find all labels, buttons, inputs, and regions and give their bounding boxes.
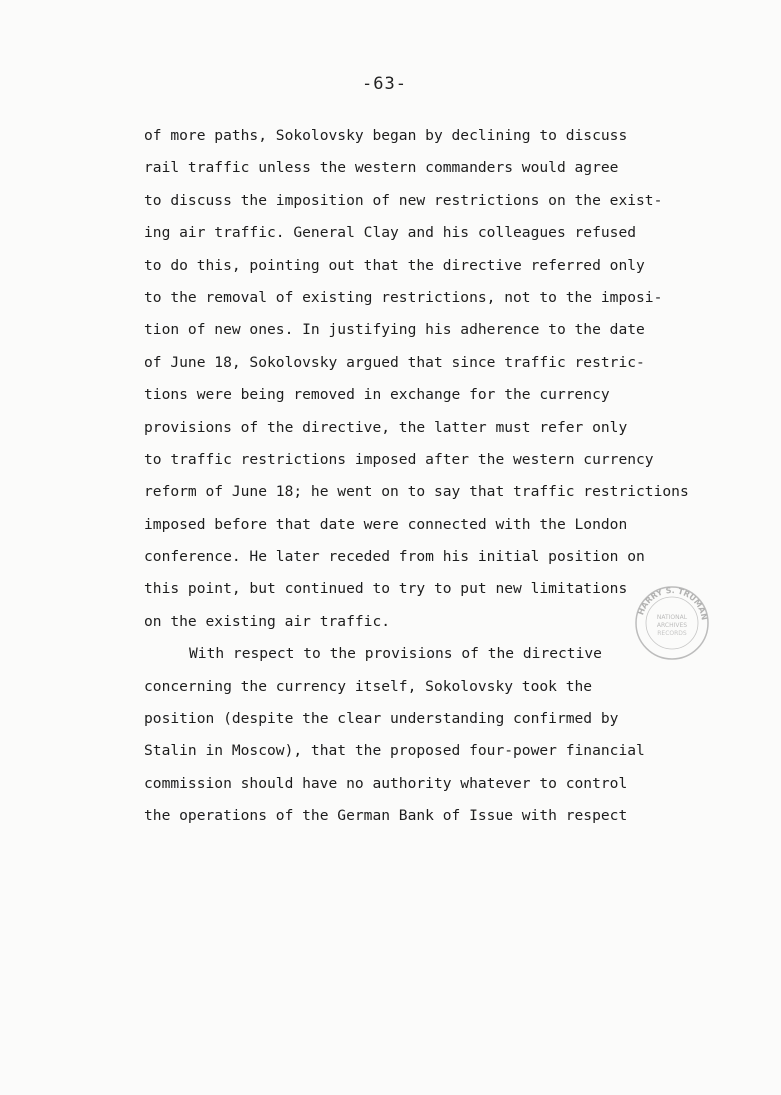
text-line: of more paths, Sokolovsky began by declining to discuss — [144, 127, 628, 144]
svg-text:NATIONAL: NATIONAL — [656, 614, 688, 621]
text-line: tions were being removed in exchange for the currency — [144, 386, 610, 404]
archive-stamp-icon — [632, 583, 712, 663]
text-line: concerning the currency itself, Sokolovsky took the — [144, 677, 593, 695]
paragraph-2 — [144, 638, 744, 832]
paragraph-1 — [144, 120, 744, 638]
text-line: this point, but continued to try to put new limitations — [144, 580, 628, 598]
page-number: -63- — [362, 74, 407, 94]
text-line: conference. He later receded from his initial position on — [144, 548, 645, 566]
svg-text:RECORDS: RECORDS — [657, 630, 687, 637]
text-line: imposed before that date were connected with the London — [144, 515, 628, 533]
text-line: to the removal of existing restrictions, not to the imposi- — [144, 288, 663, 306]
text-line: the operations of the German Bank of Issue with respect — [144, 807, 628, 825]
text-line: to traffic restrictions imposed after the western currency — [144, 450, 654, 468]
text-line: With respect to the provisions of the directive — [189, 645, 602, 663]
body-text — [144, 120, 744, 833]
text-line: rail traffic unless the western commanders would agree — [144, 159, 619, 177]
text-line: Stalin in Moscow), that the proposed four-power financial — [144, 742, 645, 760]
svg-text:ARCHIVES: ARCHIVES — [656, 622, 688, 629]
text-line: position (despite the clear understanding confirmed by — [144, 710, 619, 728]
text-line: reform of June 18; he went on to say that traffic restrictions — [144, 483, 689, 501]
text-line: on the existing air traffic. — [144, 612, 391, 630]
text-line: commission should have no authority whatever to control — [144, 774, 628, 792]
text-line: to do this, pointing out that the directive referred only — [144, 256, 645, 274]
text-line: provisions of the directive, the latter must refer only — [144, 418, 628, 436]
text-line: of June 18, Sokolovsky argued that since traffic restric- — [144, 353, 645, 371]
svg-text:HARRY S. TRUMAN: HARRY S. TRUMAN — [636, 585, 709, 621]
text-line: to discuss the imposition of new restrictions on the exist- — [144, 191, 663, 209]
text-line: tion of new ones. In justifying his adherence to the date — [144, 321, 645, 339]
text-line: ing air traffic. General Clay and his colleagues refused — [144, 224, 637, 242]
